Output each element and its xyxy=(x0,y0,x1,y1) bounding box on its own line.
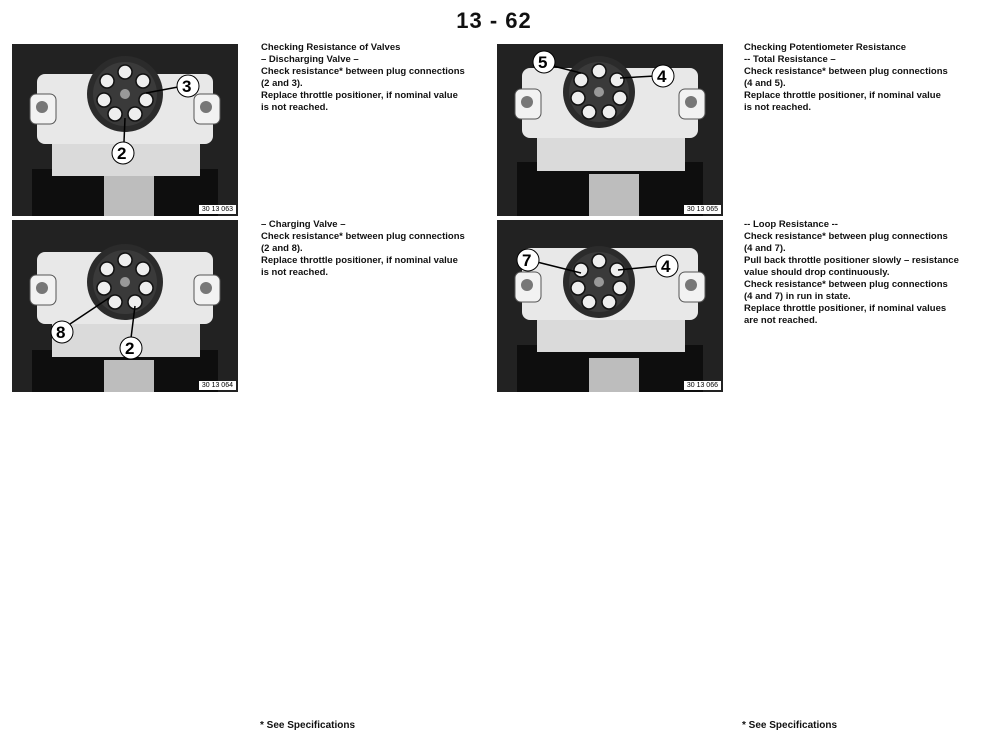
text-line: Pull back throttle positioner slowly – resistance xyxy=(744,255,959,266)
text-line: is not reached. xyxy=(261,102,329,113)
figure-number: 30 13 066 xyxy=(684,381,721,390)
callout-label: 3 xyxy=(182,77,192,96)
throttle-positioner-image xyxy=(497,44,723,216)
connector-photo-total-resistance xyxy=(497,44,723,216)
text-line: Check resistance* between plug connections xyxy=(744,66,948,77)
text-line: (2 and 8). xyxy=(261,243,303,254)
text-line: – Charging Valve – xyxy=(261,219,346,230)
connector-photo-charging-valve xyxy=(12,220,238,392)
callout-label: 5 xyxy=(538,53,548,72)
text-line: Check resistance* between plug connections xyxy=(261,66,465,77)
text-line: Check resistance* between plug connections xyxy=(744,231,948,242)
figure-number: 30 13 065 xyxy=(684,205,721,214)
text-line: Replace throttle positioner, if nominal value xyxy=(261,255,458,266)
throttle-positioner-image xyxy=(497,220,723,392)
instruction-charging-valve xyxy=(261,219,483,279)
text-line: (4 and 7) in run in state. xyxy=(744,291,851,302)
text-line: Checking Resistance of Valves xyxy=(261,42,401,53)
throttle-positioner-image xyxy=(12,220,238,392)
text-line: Check resistance* between plug connections xyxy=(744,279,948,290)
footnote-see-specifications: * See Specifications xyxy=(260,720,356,731)
text-line: Replace throttle positioner, if nominal values xyxy=(744,303,947,314)
throttle-positioner-image xyxy=(12,44,238,216)
text-line: Replace throttle positioner, if nominal value xyxy=(261,90,458,101)
instruction-loop-resistance xyxy=(744,219,966,327)
text-line: Checking Potentiometer Resistance xyxy=(744,42,907,53)
page-number: 13 - 62 xyxy=(456,8,532,33)
callout-label: 7 xyxy=(522,251,532,270)
text-line: Replace throttle positioner, if nominal value xyxy=(744,90,941,101)
figure-number: 30 13 064 xyxy=(199,381,236,390)
callout-label: 8 xyxy=(56,323,66,342)
footnote-see-specifications: * See Specifications xyxy=(742,720,838,731)
text-line: (4 and 7). xyxy=(744,243,786,254)
text-line: (2 and 3). xyxy=(261,78,303,89)
text-line: – Discharging Valve – xyxy=(261,54,359,65)
text-line: -- Loop Resistance -- xyxy=(744,219,838,230)
text-line: is not reached. xyxy=(744,102,812,113)
connector-photo-discharging-valve xyxy=(12,44,238,216)
text-line: Check resistance* between plug connections xyxy=(261,231,465,242)
text-line: (4 and 5). xyxy=(744,78,786,89)
text-line: value should drop continuously. xyxy=(744,267,890,278)
callout-label: 4 xyxy=(657,67,667,86)
text-line: -- Total Resistance – xyxy=(744,54,836,65)
connector-photo-loop-resistance xyxy=(497,220,723,392)
instruction-discharging-valve xyxy=(261,42,483,114)
text-line: is not reached. xyxy=(261,267,329,278)
callout-label: 4 xyxy=(661,257,671,276)
instruction-total-resistance xyxy=(744,42,966,114)
figure-number: 30 13 063 xyxy=(199,205,236,214)
callout-label: 2 xyxy=(117,144,127,163)
callout-label: 2 xyxy=(125,339,135,358)
text-line: are not reached. xyxy=(744,315,818,326)
